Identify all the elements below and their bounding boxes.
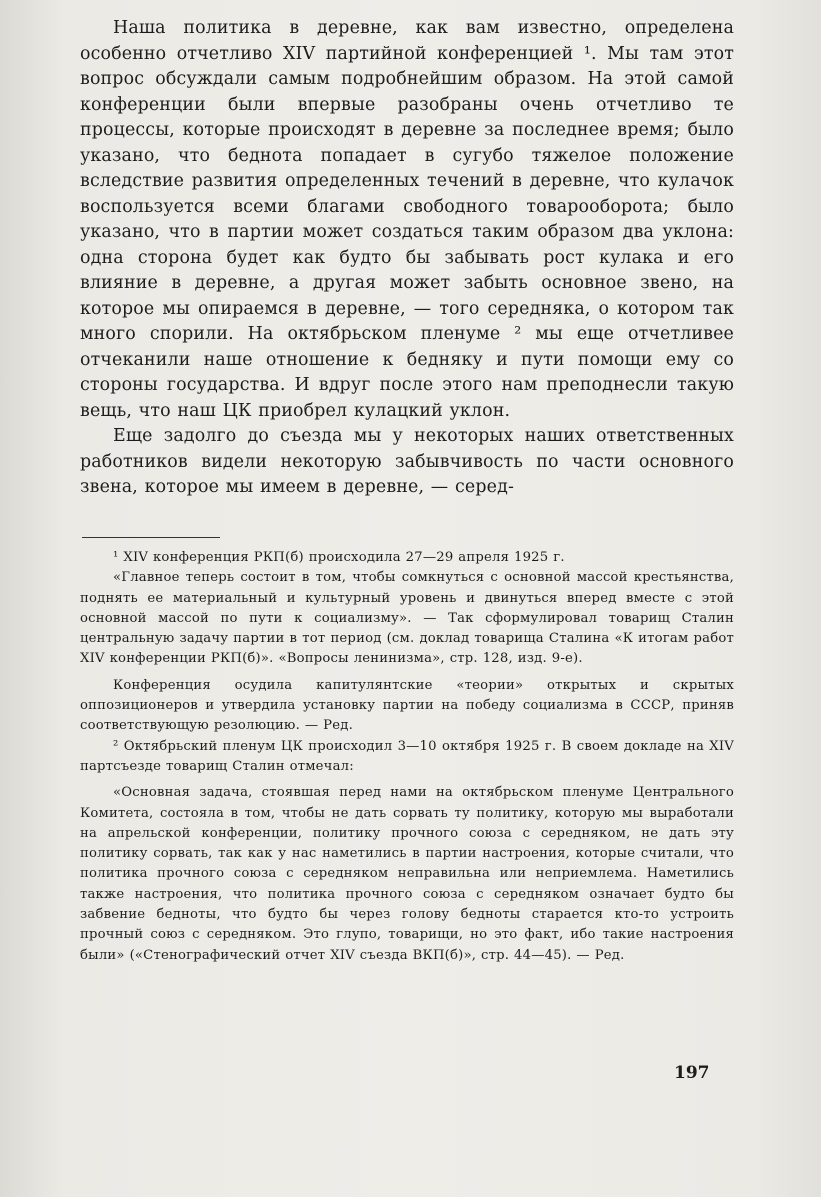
footnote-1-source: ¹ XIV конференция РКП(б) происходила 27—29 апреля 1925 г. (113, 550, 565, 565)
footnote-1-editorial: Конференция осудила капитулянтские «теории» открытых и скрытых оппозиционеров и утвердила установку партии на победу социализма в СССР, приняв соответствующую резолюцию. — Ред. (80, 677, 734, 734)
paragraph-1: Наша политика в деревне, как вам известно, определена особенно отчетливо XIV партийной конференцией ¹. Мы там этот вопрос обсуждали самым подробнейшим образом. На этой самой конференции были впервые разобраны очень отчетливо те процессы, которые происходят в деревне за последнее время; было указано, что беднота попадает в сугубо тяжелое положение вследствие развития определенных течений в деревне, что кулачок воспользуется всеми благами свободного товарооборота; было указано, что в партии может создаться таким образом два уклона: одна сторона будет как будто бы забывать рост кулака и его влияние в деревне, а другая может забыть основное звено, на которое мы опираемся в деревне, — того середняка, о котором так много спорили. На октябрьском пленуме ² мы еще отчетливее отчеканили наше отношение к бедняку и пути помощи ему со стороны государства. И вдруг после этого нам преподнесли такую вещь, что наш ЦК приобрел кулацкий уклон. (80, 18, 734, 421)
page-number: 197 (674, 1063, 710, 1083)
footnote-1-quote: «Главное теперь состоит в том, чтобы сомкнуться с основной массой крестьянства, поднять ее материальный и культурный уровень и двинуться вперед вместе с этой основной массой по пути к социализму». — Так сформулировал товарищ Сталин центральную задачу партии в тот период (см. доклад товарища Сталина «К итогам работ XIV конференции РКП(б)». «Вопросы ленинизма», стр. 128, изд. 9-е). (80, 570, 734, 667)
footnote-2-quote: «Основная задача, стоявшая перед нами на октябрьском пленуме Центрального Комитета, состояла в том, чтобы не дать сорвать ту политику, которую мы выработали на апрельской конференции, политику прочного союза с середняком, не дать эту политику сорвать, так как у нас наметились в партии настроения, которые считали, что политика прочного союза с середняком неправильна или неприемлема. Наметились также настроения, что политика прочного союза с середняком означает будто бы забвение бедноты, что будто бы через голову бедноты старается кто-то устроить прочный союз с середняком. Это глупо, товарищи, но это факт, ибо такие настроения были» («Стенографический отчет XIV съезда ВКП(б)», стр. 44—45). — Ред. (80, 785, 734, 963)
footnote-2-source: ² Октябрьский пленум ЦК происходил 3—10 октября 1925 г. В своем докладе на XIV партсъезде товарищ Сталин отмечал: (80, 738, 734, 774)
paragraph-2: Еще задолго до съезда мы у некоторых наших ответственных работников видели некоторую забывчивость по части основного звена, которое мы имеем в деревне, — серед- (80, 426, 734, 497)
main-text (80, 16, 734, 501)
footnotes (80, 548, 734, 966)
footnote-separator (82, 537, 220, 538)
